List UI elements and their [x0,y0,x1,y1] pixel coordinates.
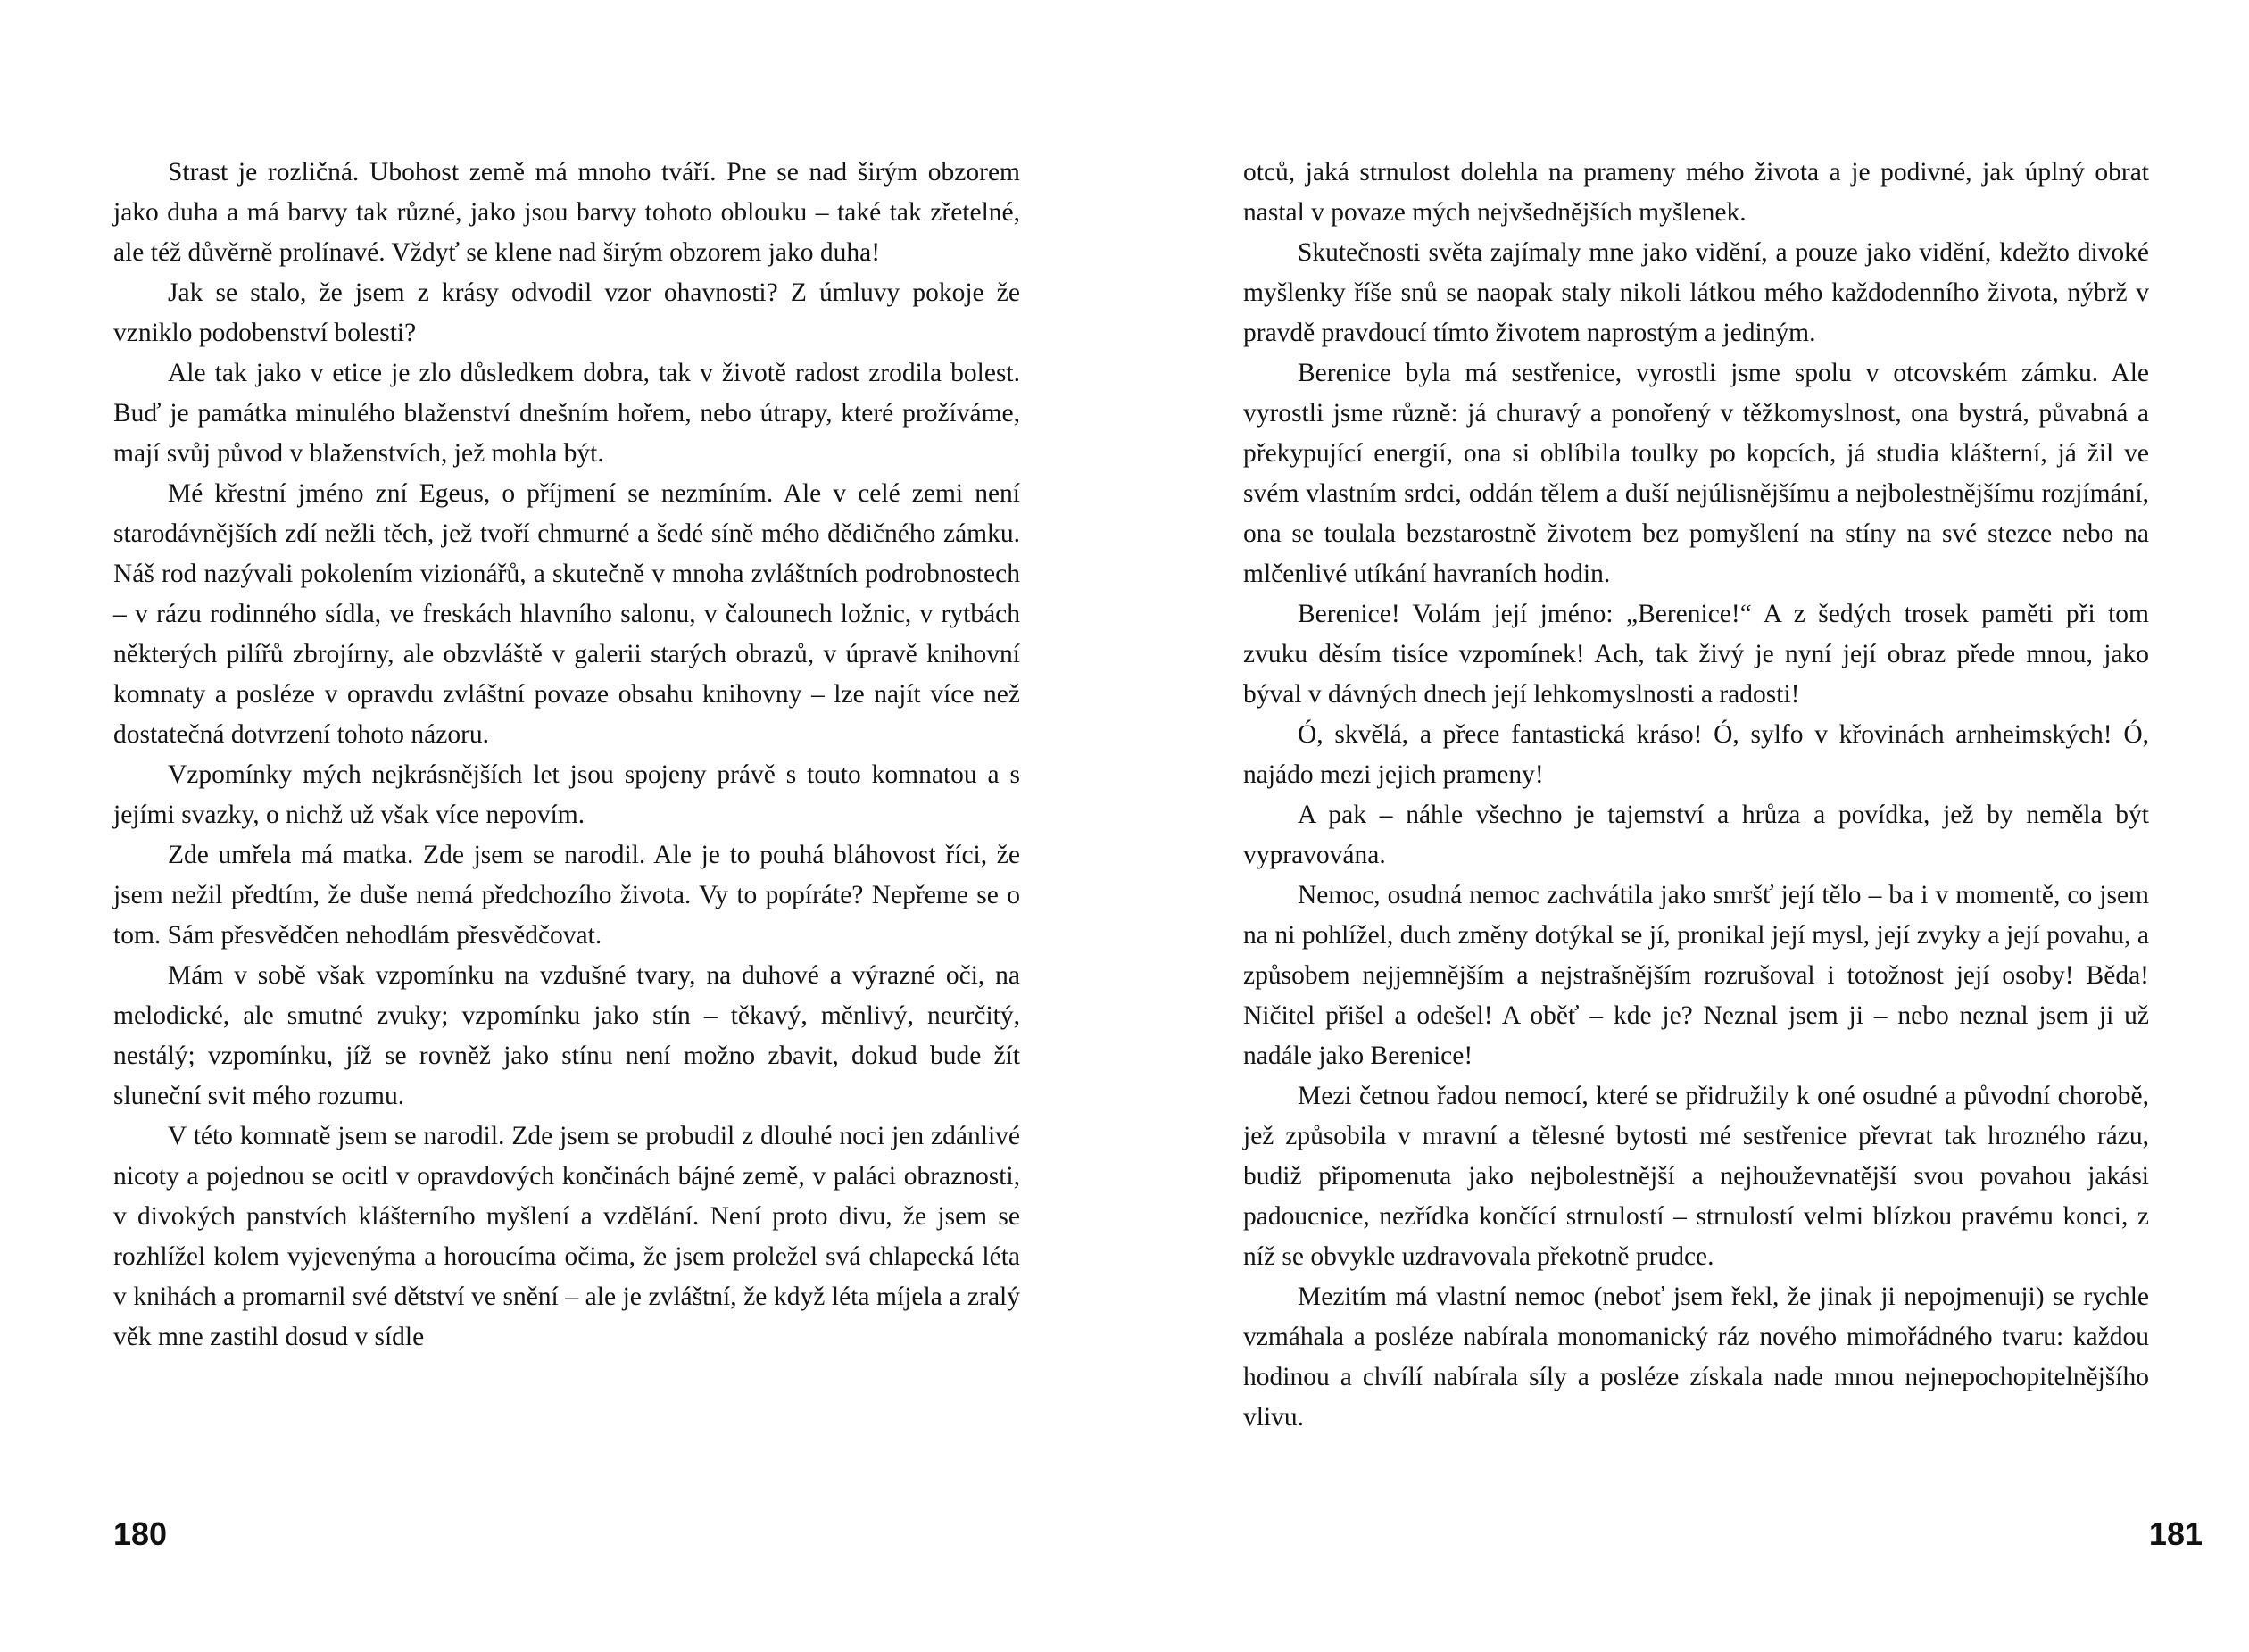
paragraph: Mé křestní jméno zní Egeus, o příjmení se nezmíním. Ale v celé zemi není starodávnějších zdí nežli těch, jež tvoří chmurné a šedé síně mého dědičného zámku. Náš rod nazývali pokolením vizionářů, a skutečně v mnoha zvláštních podrobnostech – v rázu rodinného sídla, ve freskách hlavního salonu, v čalounech ložnic, v rytbách některých pilířů zbrojírny, ale obzvláště v galerii starých obrazů, v úpravě knihovní komnaty a posléze v opravdu zvláštní povaze obsahu knihovny – lze najít více než dostatečná dotvrzení tohoto názoru. [113,479,1020,749]
left-page-text [113,153,1020,1357]
right-page [1124,0,2249,1652]
paragraph: Mezitím má vlastní nemoc (neboť jsem řekl, že jinak ji nepojmenuji) se rychle vzmáhala a posléze nabírala monomanický ráz nového mimořádného tvaru: každou hodinou a chvílí nabírala síly a posléze získala nade mnou nejnepochopitelnějšího vlivu. [1243,1283,2149,1432]
paragraph: Ó, skvělá, a přece fantastická kráso! Ó, sylfo v křovinách arnheimských! Ó, najádo mezi jejich prameny! [1243,720,2149,789]
paragraph: Skutečnosti světa zajímaly mne jako vidění, a pouze jako vidění, kdežto divoké myšlenky říše snů se naopak staly nikoli látkou mého každodenního života, nýbrž v pravdě pravdoucí tímto životem naprostým a jediným. [1243,238,2149,347]
page-number-left: 180 [113,1515,168,1552]
paragraph: Berenice! Volám její jméno: „Berenice!“ A z šedých trosek paměti při tom zvuku děsím tisíce vzpomínek! Ach, tak živý je nyní její obraz přede mnou, jako býval v dávných dnech její lehkomyslnosti a radosti! [1243,600,2149,709]
paragraph: Berenice byla má sestřenice, vyrostli jsme spolu v otcovském zámku. Ale vyrostli jsme různě: já churavý a ponořený v těžkomyslnost, ona bystrá, půvabná a překypující energií, ona si oblíbila toulky po kopcích, já studia klášterní, já žil ve svém vlastním srdci, oddán tělem a duší nejúlisnějšímu a nejbolestnějšímu rozjímání, ona se toulala bezstarostně životem bez pomyšlení na stíny na své stezce nebo na mlčenlivé utíkání havraních hodin. [1243,359,2149,588]
paragraph: Jak se stalo, že jsem z krásy odvodil vzor ohavnosti? Z úmluvy pokoje že vzniklo podobenství bolesti? [113,278,1020,347]
right-page-text [1243,153,2149,1438]
page-number-right: 181 [2148,1515,2203,1552]
paragraph: Vzpomínky mých nejkrásnějších let jsou spojeny právě s touto komnatou a s jejími svazky, o nichž už však více nepovím. [113,760,1020,829]
paragraph: A pak – náhle všechno je tajemství a hrůza a povídka, jež by neměla být vypravována. [1243,801,2149,869]
paragraph: Ale tak jako v etice je zlo důsledkem dobra, tak v životě radost zrodila bolest. Buď je památka minulého blaženství dnešním hořem, nebo útrapy, které prožíváme, mají svůj původ v blaženstvích, jež mohla být. [113,359,1020,468]
paragraph: Zde umřela má matka. Zde jsem se narodil. Ale je to pouhá bláhovost říci, že jsem nežil předtím, že duše nemá předchozího života. Vy to popíráte? Nepřeme se o tom. Sám přesvědčen nehodlám přesvědčovat. [113,841,1020,950]
paragraph: Mezi četnou řadou nemocí, které se přidružily k oné osudné a původní chorobě, jež způsobila v mravní a tělesné bytosti mé sestřenice převrat tak hrozného rázu, budiž připomenuta jako nejbolestnější a nejhouževnatější svou povahou jakási padoucnice, nezřídka končící strnulostí – strnulostí velmi blízkou pravému konci, z níž se obvykle uzdravovala překotně prudce. [1243,1082,2149,1271]
left-page [0,0,1124,1652]
paragraph: V této komnatě jsem se narodil. Zde jsem se probudil z dlouhé noci jen zdánlivé nicoty a pojednou se ocitl v opravdových končinách bájné země, v paláci obraznosti, v divokých panstvích klášterního myšlení a vzdělání. Není proto divu, že jsem se rozhlížel kolem vyjevenýma a horoucíma očima, že jsem proležel svá chlapecká léta v knihách a promarnil své dětství ve snění – ale je zvláštní, že když léta míjela a zralý věk mne zastihl dosud v sídle [113,1122,1020,1351]
paragraph: Strast je rozličná. Ubohost země má mnoho tváří. Pne se nad širým obzorem jako duha a má barvy tak různé, jako jsou barvy tohoto oblouku – také tak zřetelné, ale též důvěrně prolínavé. Vždyť se klene nad širým obzorem jako duha! [113,158,1020,267]
paragraph: Nemoc, osudná nemoc zachvátila jako smršť její tělo – ba i v momentě, co jsem na ni pohlížel, duch změny dotýkal se jí, pronikal její mysl, její zvyky a její povahu, a způsobem nejjemnějším a nejstrašnějším rozrušoval i totožnost její osoby! Běda! Ničitel přišel a odešel! A oběť – kde je? Neznal jsem ji – nebo neznal jsem ji už nadále jako Berenice! [1243,881,2149,1070]
continued-paragraph: otců, jaká strnulost dolehla na prameny mého života a je podivné, jak úplný obrat nastal v povaze mých nejvšednějších myšlenek. [1243,158,2149,227]
paragraph: Mám v sobě však vzpomínku na vzdušné tvary, na duhové a výrazné oči, na melodické, ale smutné zvuky; vzpomínku jako stín – těkavý, měnlivý, neurčitý, nestálý; vzpomínku, jíž se rovněž jako stínu není možno zbavit, dokud bude žít sluneční svit mého rozumu. [113,961,1020,1110]
